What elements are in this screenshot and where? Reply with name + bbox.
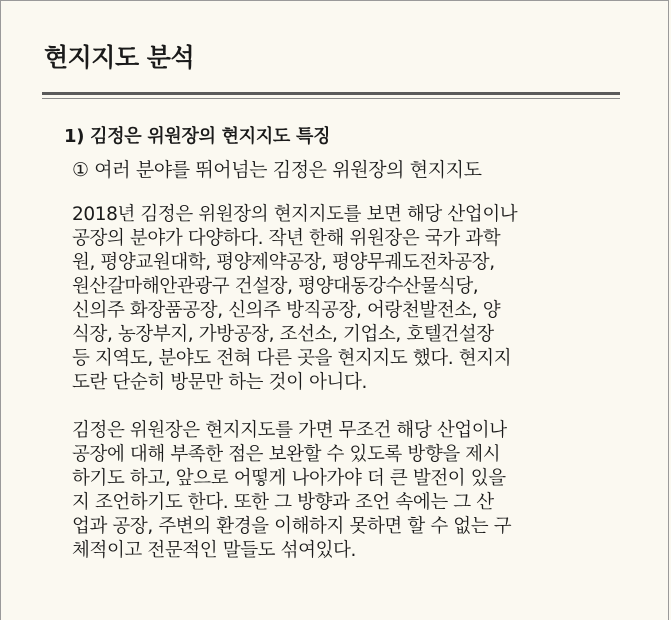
- text-line: 식장, 농장부지, 가방공장, 조선소, 기업소, 호텔건설장: [72, 324, 494, 345]
- subsection-heading: ① 여러 분야를 뛰어넘는 김정은 위원장의 현지지도: [72, 159, 482, 181]
- text-line: 하기도 하고, 앞으로 어떻게 나아가야 더 큰 발전이 있을: [72, 468, 506, 489]
- body-paragraph-2: [72, 419, 602, 563]
- text-line: 지 조언하기도 한다. 또한 그 방향과 조언 속에는 그 산: [72, 492, 494, 513]
- text-line: 도란 단순히 방문만 하는 것이 아니다.: [72, 372, 367, 393]
- text-line: 체적이고 전문적인 말들도 섞여있다.: [72, 540, 356, 561]
- text-line: 등 지역도, 분야도 전혀 다른 곳을 현지지도 했다. 현지지: [72, 348, 512, 369]
- text-line: 신의주 화장품공장, 신의주 방직공장, 어랑천발전소, 양: [72, 300, 501, 321]
- text-line: 원, 평양교원대학, 평양제약공장, 평양무궤도전차공장,: [72, 252, 495, 273]
- body-paragraph-1: [72, 203, 602, 395]
- title-divider-thick: [42, 92, 620, 95]
- text-line: 업과 공장, 주변의 환경을 이해하지 못하면 할 수 없는 구: [72, 516, 512, 537]
- text-line: 원산갈마해안관광구 건설장, 평양대동강수산물식당,: [72, 276, 479, 297]
- page-title: 현지지도 분석: [44, 43, 195, 72]
- title-divider-thin: [42, 98, 620, 99]
- text-line: 공장의 분야가 다양하다. 작년 한해 위원장은 국가 과학: [72, 228, 501, 249]
- text-line: 공장에 대해 부족한 점은 보완할 수 있도록 방향을 제시: [72, 444, 501, 465]
- text-line: 2018년 김정은 위원장의 현지지도를 보면 해당 산업이나: [72, 204, 518, 225]
- section-heading: 1) 김정은 위원장의 현지지도 특징: [64, 126, 331, 147]
- text-line: 김정은 위원장은 현지지도를 가면 무조건 해당 산업이나: [72, 420, 507, 441]
